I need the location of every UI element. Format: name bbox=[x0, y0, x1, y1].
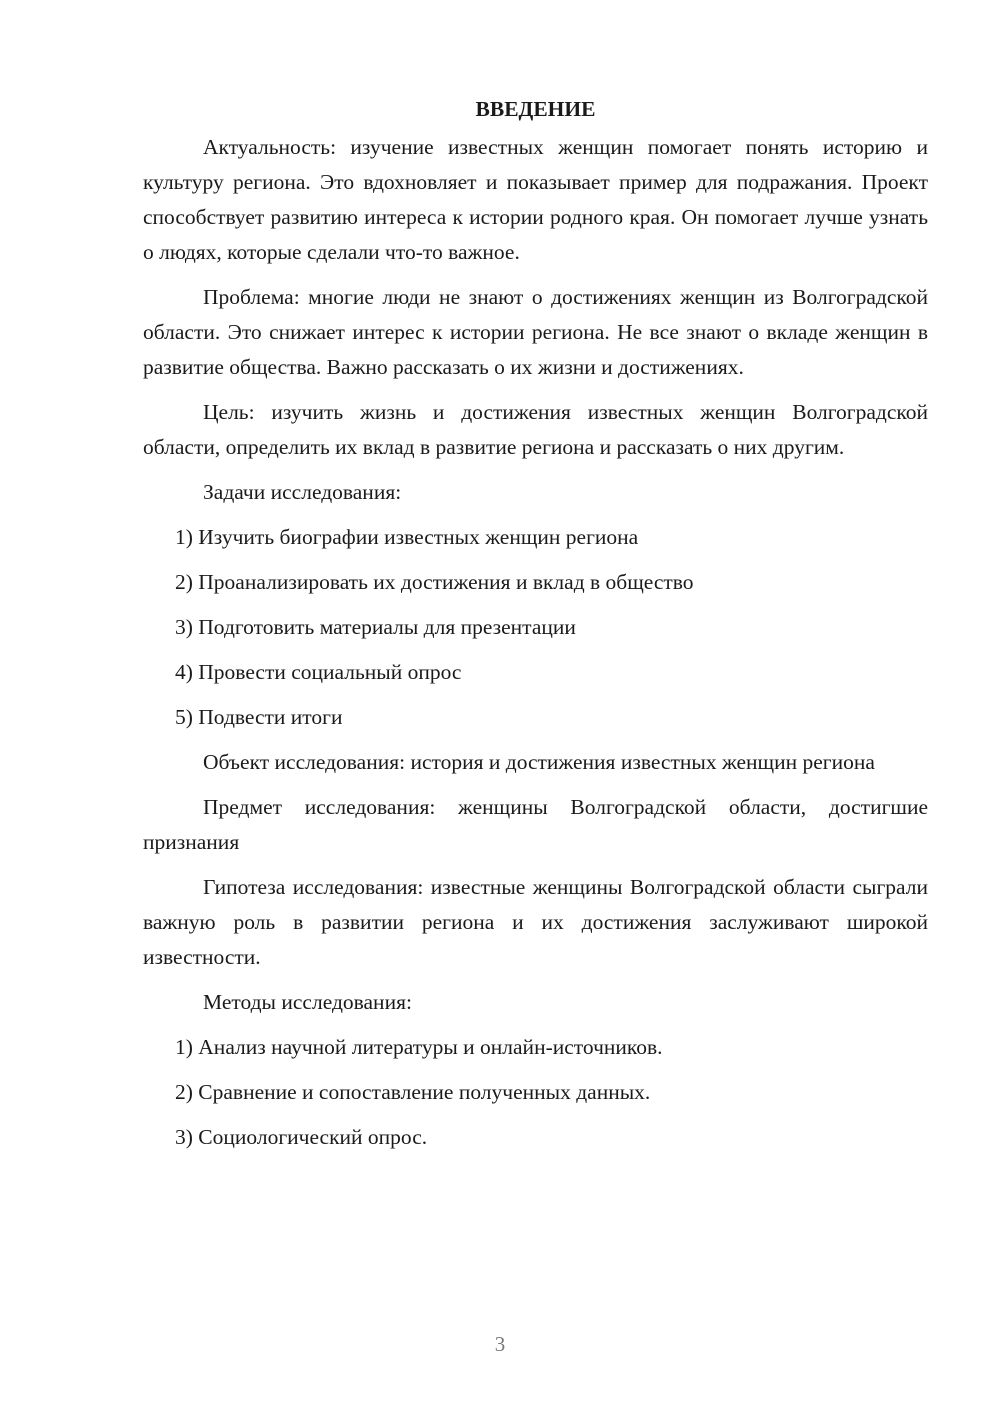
methods-title: Методы исследования: bbox=[203, 990, 412, 1014]
task-item-2: 2) Проанализировать их достижения и вклад в общество bbox=[175, 570, 694, 594]
relevance-paragraph: Актуальность: изучение известных женщин помогает понять историю и культуру региона. Это вдохновляет и показывает пример для подражания. Проект способствует развитию интереса к истории родного края. Он помогает лучше узнать о людях, которые сделали что-то важное. bbox=[143, 135, 928, 264]
page-number: 3 bbox=[494, 1332, 506, 1356]
task-item-1: 1) Изучить биографии известных женщин региона bbox=[175, 525, 639, 549]
method-item-1: 1) Анализ научной литературы и онлайн-источников. bbox=[175, 1035, 663, 1059]
goal-paragraph: Цель: изучить жизнь и достижения известных женщин Волгоградской области, определить их вклад в развитие региона и рассказать о них другим. bbox=[143, 400, 928, 459]
task-item-3: 3) Подготовить материалы для презентации bbox=[175, 615, 576, 639]
object-paragraph: Объект исследования: история и достижения известных женщин региона bbox=[203, 750, 875, 774]
hypothesis-paragraph: Гипотеза исследования: известные женщины Волгоградской области сыграли важную роль в развитии региона и их достижения заслуживают широкой известности. bbox=[143, 875, 928, 969]
method-item-2: 2) Сравнение и сопоставление полученных данных. bbox=[175, 1080, 651, 1104]
subject-paragraph: Предмет исследования: женщины Волгоградской области, достигшие признания bbox=[143, 795, 928, 854]
task-item-4: 4) Провести социальный опрос bbox=[175, 660, 462, 684]
document-page bbox=[143, 92, 928, 1165]
problem-paragraph: Проблема: многие люди не знают о достижениях женщин из Волгоградской области. Это снижает интерес к истории региона. Не все знают о вкладе женщин в развитие общества. Важно рассказать о их жизни и достижениях. bbox=[143, 285, 928, 379]
section-heading: ВВЕДЕНИЕ bbox=[475, 97, 596, 121]
method-item-3: 3) Социологический опрос. bbox=[175, 1125, 428, 1149]
task-item-5: 5) Подвести итоги bbox=[175, 705, 343, 729]
tasks-title: Задачи исследования: bbox=[203, 480, 402, 504]
